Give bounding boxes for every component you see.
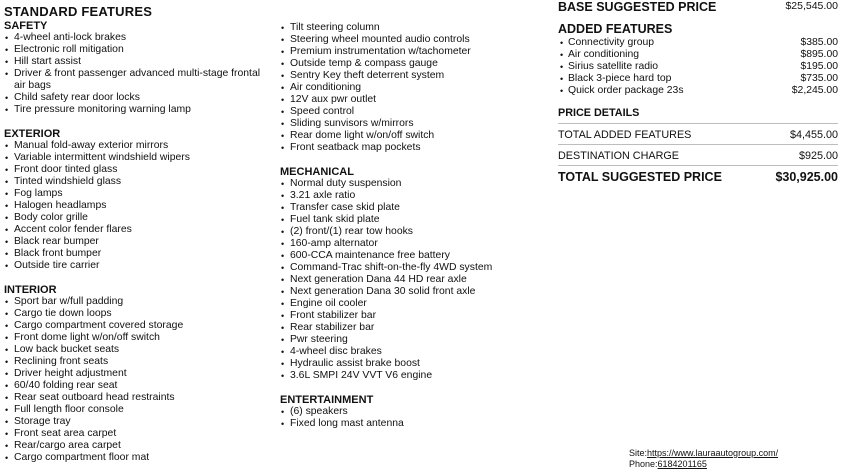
added-feature-price: $385.00 bbox=[800, 37, 838, 48]
interior-list bbox=[4, 296, 274, 464]
feature-item: • Manual fold-away exterior mirrors bbox=[4, 140, 274, 152]
feature-item: • Rear seat outboard head restraints bbox=[4, 392, 274, 404]
added-feature-label: • Black 3-piece hard top bbox=[558, 73, 671, 85]
feature-item: • (2) front/(1) rear tow hooks bbox=[280, 226, 550, 238]
contact-info bbox=[629, 448, 778, 470]
total-added-row bbox=[558, 128, 838, 142]
base-price-value: $25,545.00 bbox=[785, 0, 838, 12]
added-feature-row bbox=[558, 61, 838, 73]
middle-column bbox=[280, 22, 550, 430]
interior-continued-list bbox=[280, 22, 550, 154]
feature-item: • Rear/cargo area carpet bbox=[4, 440, 274, 452]
added-features-heading: ADDED FEATURES bbox=[558, 22, 673, 36]
feature-item: • Driver & front passenger advanced multi-stage frontal air bags bbox=[4, 68, 274, 92]
feature-item: • Outside tire carrier bbox=[4, 260, 274, 272]
site-line bbox=[629, 448, 778, 459]
feature-item: • Fog lamps bbox=[4, 188, 274, 200]
added-feature-label: • Connectivity group bbox=[558, 37, 654, 49]
feature-item: • Accent color fender flares bbox=[4, 224, 274, 236]
entertainment-list bbox=[280, 406, 550, 430]
total-added-label: TOTAL ADDED FEATURES bbox=[558, 129, 692, 141]
divider bbox=[558, 144, 838, 145]
added-feature-price: $735.00 bbox=[800, 73, 838, 84]
safety-heading: SAFETY bbox=[4, 20, 48, 32]
feature-item: • Full length floor console bbox=[4, 404, 274, 416]
feature-item: • 12V aux pwr outlet bbox=[280, 94, 550, 106]
feature-item: • Steering wheel mounted audio controls bbox=[280, 34, 550, 46]
added-feature-price: $895.00 bbox=[800, 49, 838, 60]
feature-item: • Fuel tank skid plate bbox=[280, 214, 550, 226]
feature-item: • Driver height adjustment bbox=[4, 368, 274, 380]
feature-item: • Fixed long mast antenna bbox=[280, 418, 550, 430]
feature-item: • Rear dome light w/on/off switch bbox=[280, 130, 550, 142]
total-price-value: $30,925.00 bbox=[775, 170, 838, 184]
feature-item: • Command-Trac shift-on-the-fly 4WD system bbox=[280, 262, 550, 274]
added-feature-row bbox=[558, 49, 838, 61]
feature-item: • Pwr steering bbox=[280, 334, 550, 346]
destination-value: $925.00 bbox=[798, 150, 838, 162]
destination-row bbox=[558, 149, 838, 163]
phone-line bbox=[629, 459, 778, 470]
mechanical-list bbox=[280, 178, 550, 382]
site-label: Site: bbox=[629, 448, 648, 458]
feature-item: • Front seatback map pockets bbox=[280, 142, 550, 154]
feature-item: • Tinted windshield glass bbox=[4, 176, 274, 188]
feature-item: • Body color grille bbox=[4, 212, 274, 224]
feature-item: • 4-wheel disc brakes bbox=[280, 346, 550, 358]
feature-item: • Sentry Key theft deterrent system bbox=[280, 70, 550, 82]
feature-item: • Engine oil cooler bbox=[280, 298, 550, 310]
feature-item: • 160-amp alternator bbox=[280, 238, 550, 250]
feature-item: • Front dome light w/on/off switch bbox=[4, 332, 274, 344]
feature-item: • Black front bumper bbox=[4, 248, 274, 260]
added-feature-row bbox=[558, 37, 838, 49]
feature-item: • Sport bar w/full padding bbox=[4, 296, 274, 308]
feature-item: • Electronic roll mitigation bbox=[4, 44, 274, 56]
divider bbox=[558, 123, 838, 124]
added-features-list bbox=[558, 37, 838, 97]
base-price-row bbox=[558, 0, 838, 14]
feature-item: • Transfer case skid plate bbox=[280, 202, 550, 214]
feature-item: • 3.21 axle ratio bbox=[280, 190, 550, 202]
added-feature-label: • Air conditioning bbox=[558, 49, 639, 61]
page-title: STANDARD FEATURES bbox=[4, 4, 153, 19]
entertainment-heading: ENTERTAINMENT bbox=[280, 394, 374, 406]
feature-item: • 3.6L SMPI 24V VVT V6 engine bbox=[280, 370, 550, 382]
feature-item: • Tire pressure monitoring warning lamp bbox=[4, 104, 274, 116]
feature-item: • Normal duty suspension bbox=[280, 178, 550, 190]
destination-label: DESTINATION CHARGE bbox=[558, 150, 679, 162]
total-price-row bbox=[558, 170, 838, 185]
feature-item: • Cargo tie down loops bbox=[4, 308, 274, 320]
feature-item: • Front seat area carpet bbox=[4, 428, 274, 440]
added-feature-label: • Sirius satellite radio bbox=[558, 61, 658, 73]
feature-item: • Cargo compartment covered storage bbox=[4, 320, 274, 332]
safety-list bbox=[4, 32, 274, 116]
feature-item: • Child safety rear door locks bbox=[4, 92, 274, 104]
feature-item: • Halogen headlamps bbox=[4, 200, 274, 212]
feature-item: • Cargo compartment floor mat bbox=[4, 452, 274, 464]
feature-item: • Tilt steering column bbox=[280, 22, 550, 34]
price-details-heading: PRICE DETAILS bbox=[558, 107, 640, 119]
feature-item: • Low back bucket seats bbox=[4, 344, 274, 356]
pricing-column bbox=[558, 0, 838, 185]
added-feature-row bbox=[558, 85, 838, 97]
feature-item: • 600-CCA maintenance free battery bbox=[280, 250, 550, 262]
left-column bbox=[4, 0, 274, 464]
added-feature-price: $195.00 bbox=[800, 61, 838, 72]
feature-item: • Rear stabilizer bar bbox=[280, 322, 550, 334]
feature-item: • Next generation Dana 30 solid front axle bbox=[280, 286, 550, 298]
mechanical-heading: MECHANICAL bbox=[280, 166, 354, 178]
feature-item: • Storage tray bbox=[4, 416, 274, 428]
feature-item: • Outside temp & compass gauge bbox=[280, 58, 550, 70]
total-added-value: $4,455.00 bbox=[789, 129, 838, 141]
divider bbox=[558, 165, 838, 166]
feature-item: • Next generation Dana 44 HD rear axle bbox=[280, 274, 550, 286]
feature-item: • Hydraulic assist brake boost bbox=[280, 358, 550, 370]
added-feature-price: $2,245.00 bbox=[791, 85, 838, 96]
feature-item: • (6) speakers bbox=[280, 406, 550, 418]
feature-item: • Front stabilizer bar bbox=[280, 310, 550, 322]
phone-label: Phone: bbox=[629, 459, 658, 469]
feature-item: • Variable intermittent windshield wipers bbox=[4, 152, 274, 164]
feature-item: • Premium instrumentation w/tachometer bbox=[280, 46, 550, 58]
feature-item: • Sliding sunvisors w/mirrors bbox=[280, 118, 550, 130]
exterior-list bbox=[4, 140, 274, 272]
feature-item: • Reclining front seats bbox=[4, 356, 274, 368]
exterior-heading: EXTERIOR bbox=[4, 128, 61, 140]
base-price-label: BASE SUGGESTED PRICE bbox=[558, 0, 717, 14]
feature-item: • Hill start assist bbox=[4, 56, 274, 68]
feature-item: • 60/40 folding rear seat bbox=[4, 380, 274, 392]
site-link[interactable]: https://www.lauraautogroup.com/ bbox=[647, 448, 779, 458]
feature-item: • Air conditioning bbox=[280, 82, 550, 94]
phone-link[interactable]: 6184201165 bbox=[657, 459, 707, 469]
total-price-label: TOTAL SUGGESTED PRICE bbox=[558, 170, 722, 184]
feature-item: • Speed control bbox=[280, 106, 550, 118]
feature-item: • Black rear bumper bbox=[4, 236, 274, 248]
added-feature-label: • Quick order package 23s bbox=[558, 85, 684, 97]
interior-heading: INTERIOR bbox=[4, 284, 57, 296]
feature-item: • Front door tinted glass bbox=[4, 164, 274, 176]
feature-item: • 4-wheel anti-lock brakes bbox=[4, 32, 274, 44]
added-feature-row bbox=[558, 73, 838, 85]
